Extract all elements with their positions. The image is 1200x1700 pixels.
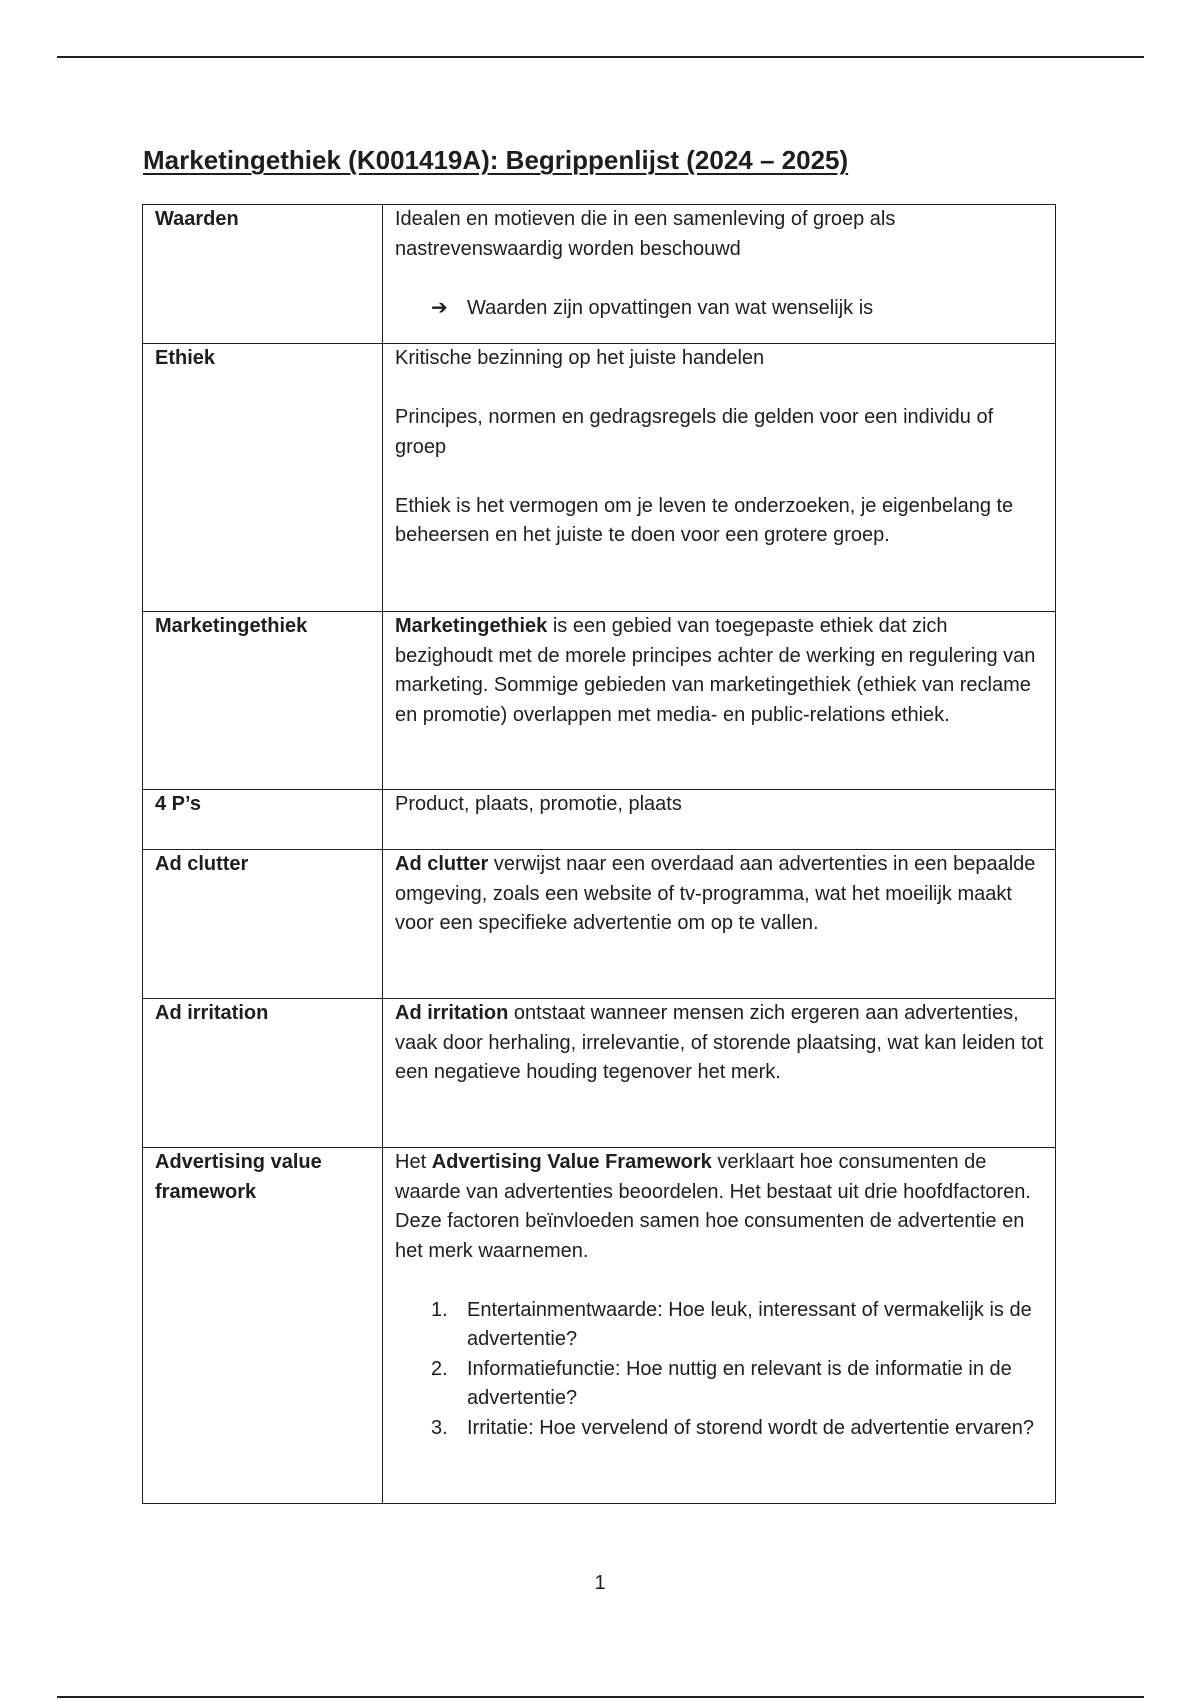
definition-prefix: Het (395, 1151, 432, 1173)
glossary-table (142, 204, 1056, 1504)
term-cell: Ad irritation (143, 999, 383, 1148)
definition-cell (383, 205, 1056, 344)
definition-paragraph: Kritische bezinning op het juiste handelen (395, 347, 765, 369)
definition-cell (383, 790, 1056, 850)
definition-rest: is een gebied van toegepaste ethiek dat zich bezighoudt met de morele principes achter de werking en regulering van marketing. Sommige gebieden van marketingethiek (ethiek van reclame en promotie) overlappen met media- en public-relations ethiek. (395, 615, 1036, 726)
definition-paragraph: Principes, normen en gedragsregels die gelden voor een individu of groep (395, 406, 994, 458)
definition-rest: verklaart hoe consumenten de waarde van advertenties beoordelen. Het bestaat uit drie hoofdfactoren. Deze factoren beïnvloeden samen hoe consumenten de advertentie en het merk waarnemen. (395, 1151, 1031, 1262)
arrow-note (395, 294, 1045, 324)
definition-cell (383, 612, 1056, 790)
definition-bold-lead: Advertising Value Framework (431, 1151, 712, 1173)
factor-list (395, 1296, 1045, 1444)
document-title: Marketingethiek (K001419A): Begrippenlijst (2024 – 2025) (143, 145, 849, 175)
list-item (395, 1355, 1045, 1414)
table-row (143, 850, 1056, 999)
list-item-number: 2. (431, 1357, 448, 1380)
definition-text (395, 612, 1045, 730)
list-item-text: Informatiefunctie: Hoe nuttig en relevant is de informatie in de advertentie? (467, 1357, 1012, 1409)
table-row (143, 1148, 1056, 1504)
definition-cell (383, 999, 1056, 1148)
definition-bold-lead: Ad irritation (395, 1002, 509, 1024)
definition-bold-lead: Marketingethiek (395, 615, 548, 637)
definition-text (395, 999, 1045, 1088)
list-item-text: Entertainmentwaarde: Hoe leuk, interessant of vermakelijk is de advertentie? (467, 1298, 1032, 1350)
list-item-number: 1. (431, 1298, 448, 1321)
table-row (143, 612, 1056, 790)
table-row (143, 205, 1056, 344)
definition-cell (383, 850, 1056, 999)
arrow-note-text: Waarden zijn opvattingen van wat wenselijk is (467, 296, 874, 319)
term-cell: Marketingethiek (143, 612, 383, 790)
definition-bold-lead: Ad clutter (395, 853, 489, 875)
page-number: 1 (594, 1572, 606, 1594)
table-row (143, 999, 1056, 1148)
list-item-number: 3. (431, 1416, 448, 1439)
definition-text (395, 1148, 1045, 1266)
definition-rest: verwijst naar een overdaad aan advertenties in een bepaalde omgeving, zoals een website of tv-programma, wat het moeilijk maakt voor een specifieke advertentie om op te vallen. (395, 853, 1036, 934)
footer-rule (57, 1696, 1144, 1698)
list-item (395, 1296, 1045, 1355)
term-cell: Ad clutter (143, 850, 383, 999)
definition-text: Product, plaats, promotie, plaats (395, 793, 682, 815)
term-cell: 4 P’s (143, 790, 383, 850)
term-cell: Waarden (143, 205, 383, 344)
table-row (143, 344, 1056, 612)
term-cell: Advertising value framework (143, 1148, 383, 1504)
definition-cell (383, 1148, 1056, 1504)
arrow-right-icon: ➔ (431, 296, 448, 319)
list-item (395, 1414, 1045, 1444)
table-row (143, 790, 1056, 850)
definition-cell (383, 344, 1056, 612)
header-rule (57, 56, 1144, 58)
term-cell: Ethiek (143, 344, 383, 612)
list-item-text: Irritatie: Hoe vervelend of storend wordt de advertentie ervaren? (467, 1416, 1034, 1439)
definition-paragraph: Ethiek is het vermogen om je leven te onderzoeken, je eigenbelang te beheersen en het juiste te doen voor een grotere groep. (395, 494, 1014, 546)
definition-text (395, 850, 1045, 939)
definition-rest: ontstaat wanneer mensen zich ergeren aan advertenties, vaak door herhaling, irrelevantie, of storende plaatsing, wat kan leiden tot een negatieve houding tegenover het merk. (395, 1002, 1044, 1083)
definition-text: Idealen en motieven die in een samenleving of groep als nastrevenswaardig worden beschouwd (395, 208, 896, 260)
